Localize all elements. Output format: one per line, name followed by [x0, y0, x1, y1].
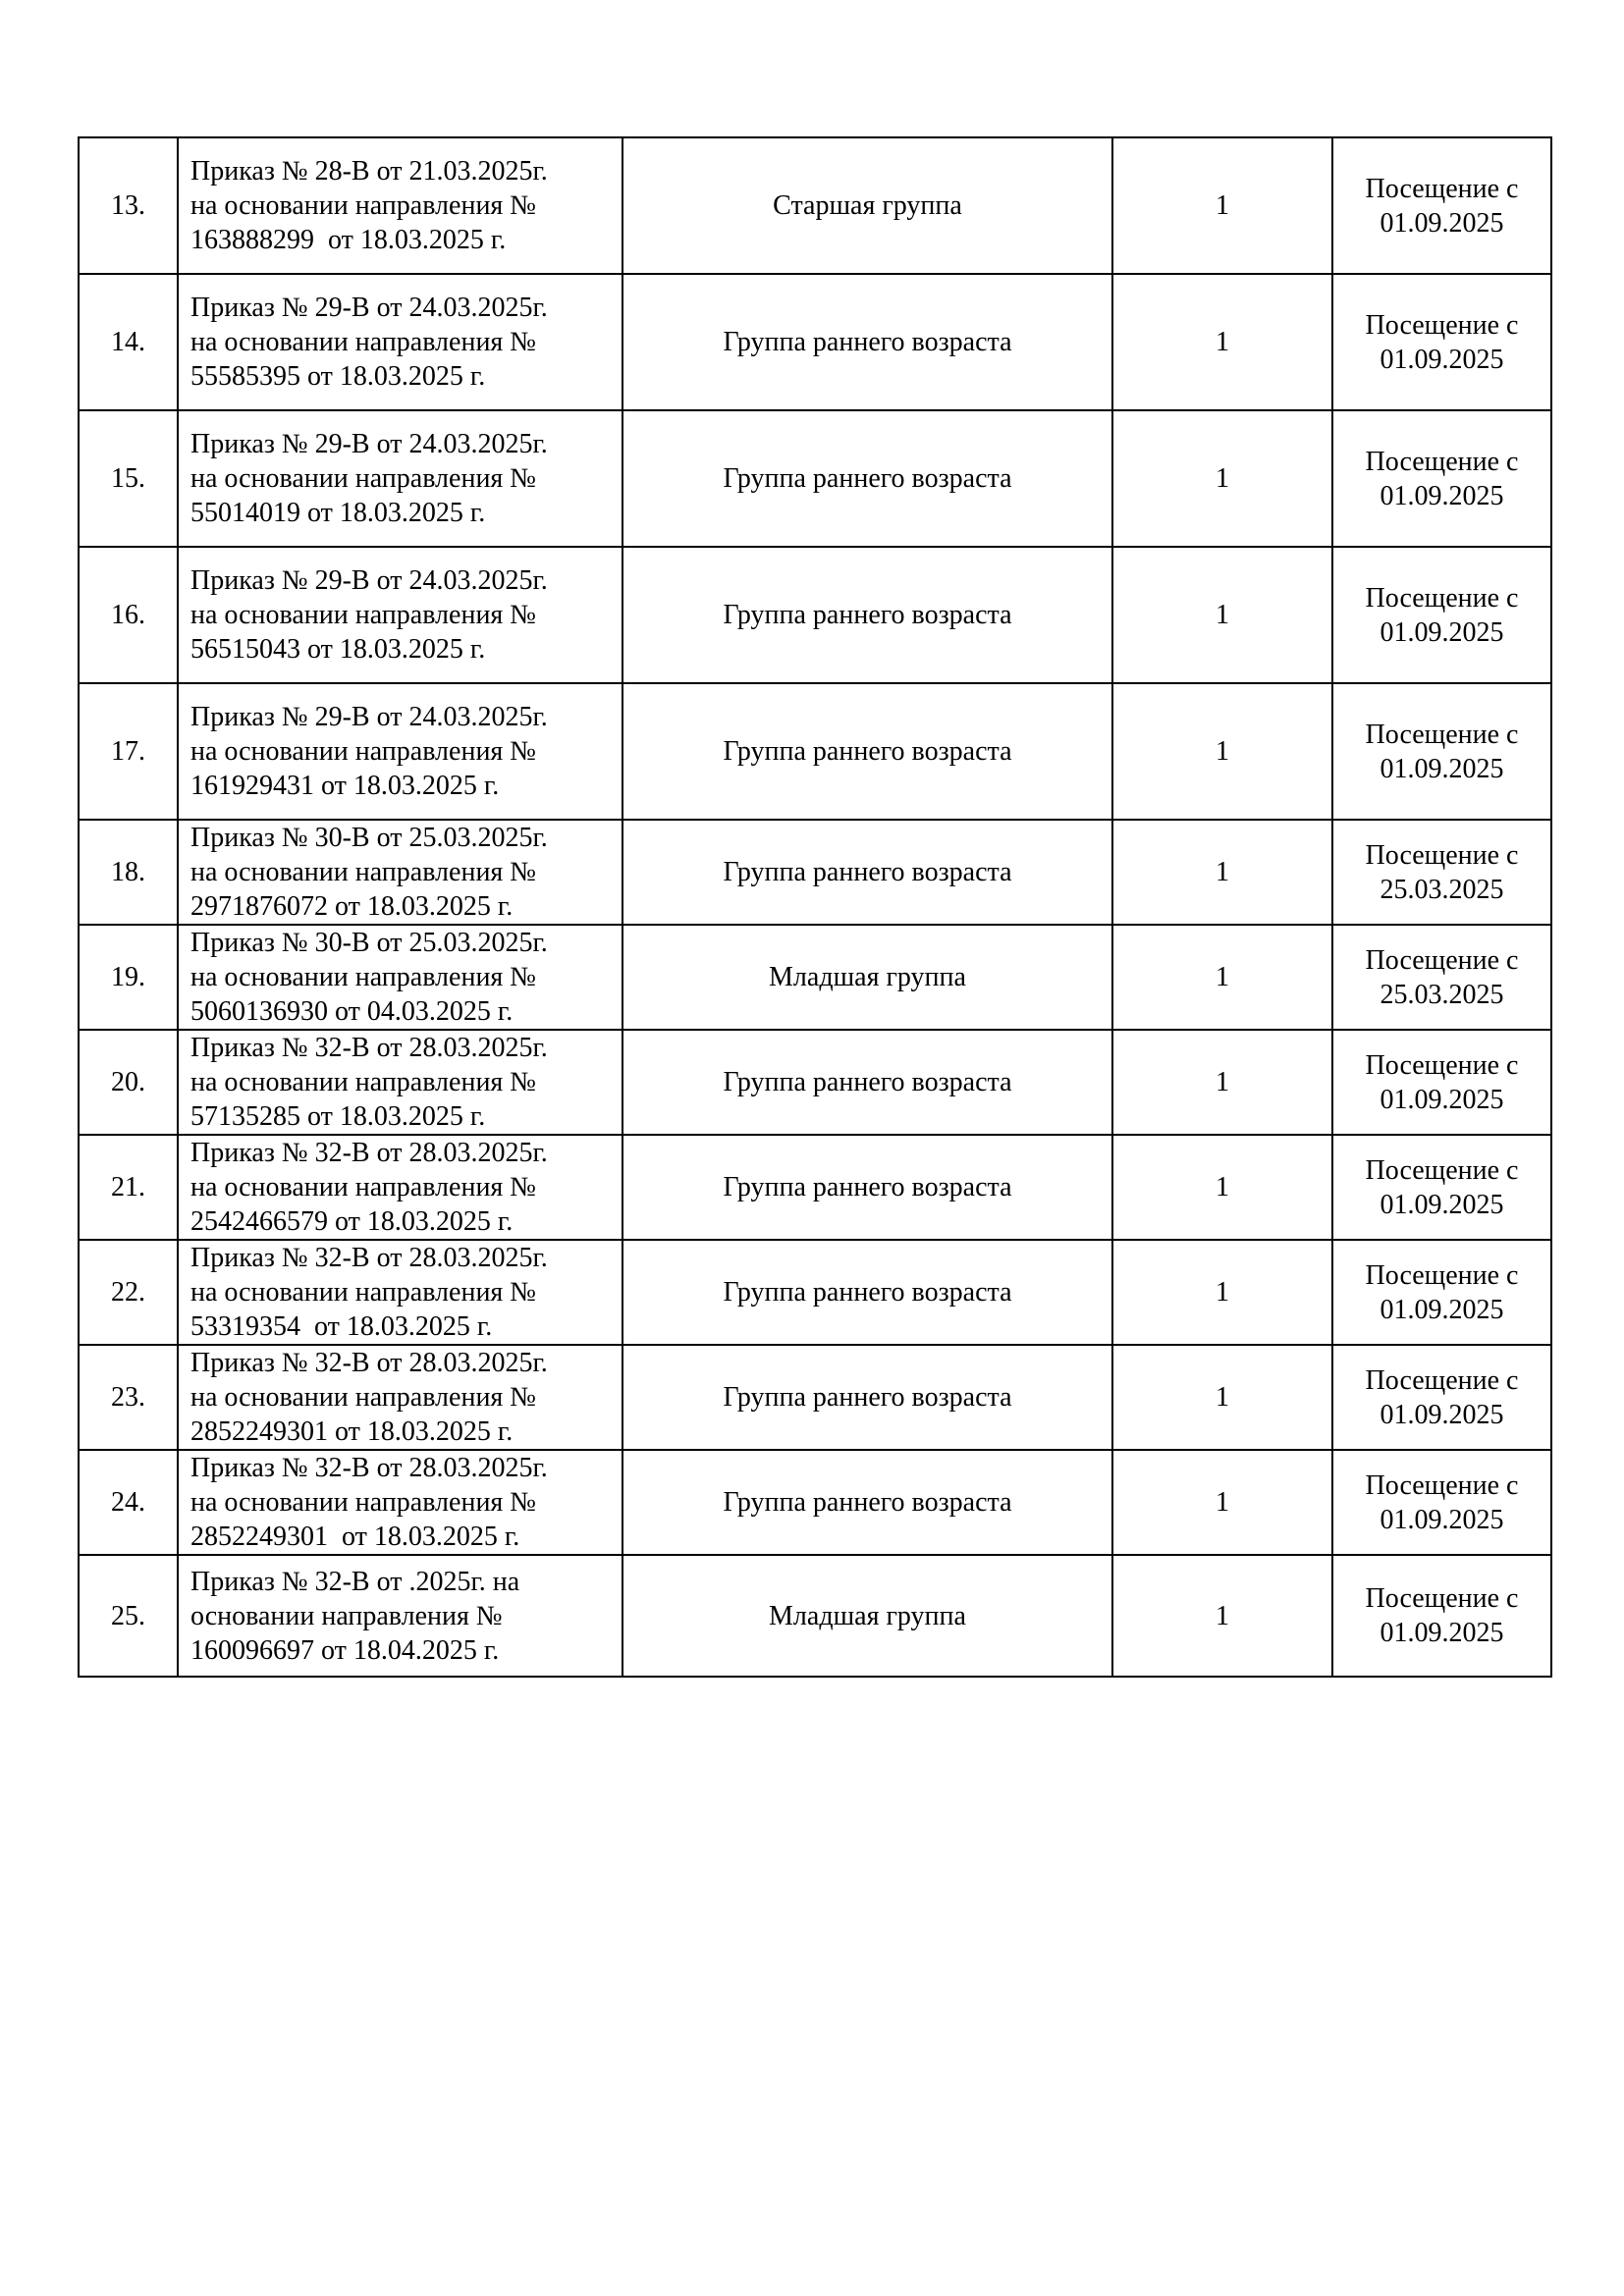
child-count-cell: 1 — [1112, 274, 1332, 410]
order-details-line: 53319354 от 18.03.2025 г. — [190, 1311, 493, 1342]
attendance-start-cell — [1332, 1135, 1551, 1240]
table-row — [79, 410, 1551, 547]
order-details-line: Приказ № 29-В от 24.03.2025г. — [190, 429, 548, 459]
attendance-start-line: 25.03.2025 — [1380, 979, 1504, 1010]
child-count-cell: 1 — [1112, 1030, 1332, 1135]
order-details-cell — [178, 820, 623, 925]
order-details-line: Приказ № 32-В от 28.03.2025г. — [190, 1348, 548, 1378]
group-name-cell: Старшая группа — [623, 137, 1112, 274]
group-name-cell: Группа раннего возраста — [623, 683, 1112, 820]
attendance-start-cell — [1332, 547, 1551, 683]
order-details-line: 2852249301 от 18.03.2025 г. — [190, 1416, 514, 1447]
order-details-line: Приказ № 29-В от 24.03.2025г. — [190, 702, 548, 732]
group-name-cell: Группа раннего возраста — [623, 547, 1112, 683]
row-number-cell: 23. — [79, 1345, 178, 1450]
attendance-start-line: 01.09.2025 — [1380, 207, 1504, 239]
row-number-cell: 14. — [79, 274, 178, 410]
order-details-line: 160096697 от 18.04.2025 г. — [190, 1634, 500, 1666]
row-number-cell: 16. — [79, 547, 178, 683]
attendance-start-cell — [1332, 1240, 1551, 1345]
attendance-start-line: Посещение с — [1365, 1364, 1519, 1396]
order-details-cell — [178, 1135, 623, 1240]
child-count-cell: 1 — [1112, 683, 1332, 820]
order-details-line: Приказ № 32-В от 28.03.2025г. — [190, 1453, 548, 1483]
attendance-start-line: Посещение с — [1365, 1154, 1519, 1186]
attendance-start-cell — [1332, 820, 1551, 925]
row-number-cell: 22. — [79, 1240, 178, 1345]
attendance-start-cell — [1332, 137, 1551, 274]
table-row — [79, 820, 1551, 925]
attendance-start-cell — [1332, 1345, 1551, 1450]
row-number-cell: 13. — [79, 137, 178, 274]
table-row — [79, 1555, 1551, 1677]
order-details-line: на основании направления № — [190, 463, 537, 494]
order-details-line: 5060136930 от 04.03.2025 г. — [190, 996, 514, 1027]
row-number-cell: 15. — [79, 410, 178, 547]
order-details-line: Приказ № 29-В от 24.03.2025г. — [190, 293, 548, 323]
attendance-start-line: 01.09.2025 — [1380, 344, 1504, 375]
child-count-cell: 1 — [1112, 410, 1332, 547]
group-name-cell: Группа раннего возраста — [623, 1450, 1112, 1555]
attendance-start-line: Посещение с — [1365, 1259, 1519, 1291]
table-row — [79, 1240, 1551, 1345]
attendance-start-line: 25.03.2025 — [1380, 874, 1504, 905]
attendance-start-cell — [1332, 925, 1551, 1030]
table-row — [79, 137, 1551, 274]
attendance-start-line: 01.09.2025 — [1380, 480, 1504, 511]
attendance-start-line: 01.09.2025 — [1380, 1504, 1504, 1535]
table-row — [79, 1135, 1551, 1240]
attendance-start-line: Посещение с — [1365, 1583, 1519, 1614]
order-details-line: на основании направления № — [190, 1067, 537, 1097]
order-details-cell — [178, 547, 623, 683]
attendance-start-line: 01.09.2025 — [1380, 1618, 1504, 1648]
order-details-line: на основании направления № — [190, 857, 537, 887]
group-name-cell: Группа раннего возраста — [623, 1240, 1112, 1345]
order-details-line: 2852249301 от 18.03.2025 г. — [190, 1522, 520, 1552]
attendance-start-line: Посещение с — [1365, 719, 1519, 750]
attendance-start-line: 01.09.2025 — [1380, 1189, 1504, 1220]
order-details-line: на основании направления № — [190, 1382, 537, 1413]
child-count-cell: 1 — [1112, 1345, 1332, 1450]
order-details-line: 2542466579 от 18.03.2025 г. — [190, 1206, 514, 1237]
table-row — [79, 1030, 1551, 1135]
order-details-cell — [178, 1555, 623, 1677]
order-details-line: Приказ № 32-В от .2025г. на — [190, 1566, 520, 1597]
group-name-cell: Группа раннего возраста — [623, 1345, 1112, 1450]
attendance-start-line: Посещение с — [1365, 446, 1519, 477]
row-number-cell: 17. — [79, 683, 178, 820]
group-name-cell: Группа раннего возраста — [623, 274, 1112, 410]
order-details-cell — [178, 1345, 623, 1450]
group-name-cell: Младшая группа — [623, 925, 1112, 1030]
row-number-cell: 20. — [79, 1030, 178, 1135]
attendance-start-line: Посещение с — [1365, 173, 1519, 204]
order-details-line: 57135285 от 18.03.2025 г. — [190, 1101, 486, 1132]
order-details-line: 163888299 от 18.03.2025 г. — [190, 225, 507, 255]
order-details-cell — [178, 274, 623, 410]
order-details-line: Приказ № 32-В от 28.03.2025г. — [190, 1138, 548, 1168]
row-number-cell: 19. — [79, 925, 178, 1030]
order-details-line: на основании направления № — [190, 190, 537, 221]
order-details-line: основании направления № — [190, 1600, 503, 1631]
table-row — [79, 547, 1551, 683]
order-details-cell — [178, 1030, 623, 1135]
order-details-cell — [178, 683, 623, 820]
attendance-start-cell — [1332, 683, 1551, 820]
row-number-cell: 25. — [79, 1555, 178, 1677]
order-details-line: Приказ № 29-В от 24.03.2025г. — [190, 565, 548, 596]
attendance-start-line: Посещение с — [1365, 944, 1519, 976]
child-count-cell: 1 — [1112, 820, 1332, 925]
order-details-line: 161929431 от 18.03.2025 г. — [190, 771, 500, 801]
attendance-start-line: 01.09.2025 — [1380, 1294, 1504, 1325]
row-number-cell: 21. — [79, 1135, 178, 1240]
group-name-cell: Группа раннего возраста — [623, 820, 1112, 925]
attendance-start-line: Посещение с — [1365, 582, 1519, 614]
order-details-line: 55585395 от 18.03.2025 г. — [190, 361, 486, 392]
child-count-cell: 1 — [1112, 925, 1332, 1030]
child-count-cell: 1 — [1112, 1555, 1332, 1677]
child-count-cell: 1 — [1112, 1240, 1332, 1345]
order-details-cell — [178, 925, 623, 1030]
order-details-line: 55014019 от 18.03.2025 г. — [190, 498, 486, 528]
order-details-cell — [178, 410, 623, 547]
order-details-line: на основании направления № — [190, 1487, 537, 1518]
order-details-line: 56515043 от 18.03.2025 г. — [190, 634, 486, 665]
attendance-start-line: 01.09.2025 — [1380, 753, 1504, 784]
attendance-start-line: Посещение с — [1365, 309, 1519, 341]
table-row — [79, 274, 1551, 410]
attendance-start-line: 01.09.2025 — [1380, 616, 1504, 648]
attendance-start-cell — [1332, 1555, 1551, 1677]
group-name-cell: Младшая группа — [623, 1555, 1112, 1677]
group-name-cell: Группа раннего возраста — [623, 1030, 1112, 1135]
row-number-cell: 24. — [79, 1450, 178, 1555]
order-details-line: на основании направления № — [190, 736, 537, 767]
child-count-cell: 1 — [1112, 1450, 1332, 1555]
order-details-cell — [178, 1240, 623, 1345]
order-details-line: на основании направления № — [190, 962, 537, 992]
table-body — [79, 137, 1551, 1677]
child-count-cell: 1 — [1112, 1135, 1332, 1240]
order-details-line: на основании направления № — [190, 1172, 537, 1202]
attendance-start-cell — [1332, 1450, 1551, 1555]
order-details-line: Приказ № 30-В от 25.03.2025г. — [190, 823, 548, 853]
order-details-line: на основании направления № — [190, 1277, 537, 1308]
child-count-cell: 1 — [1112, 137, 1332, 274]
order-details-line: на основании направления № — [190, 327, 537, 357]
table-row — [79, 1345, 1551, 1450]
attendance-start-line: Посещение с — [1365, 839, 1519, 871]
order-details-line: Приказ № 32-В от 28.03.2025г. — [190, 1033, 548, 1063]
table-row — [79, 683, 1551, 820]
table-row — [79, 1450, 1551, 1555]
attendance-start-line: Посещение с — [1365, 1469, 1519, 1501]
enrollment-orders-table — [78, 136, 1552, 1678]
group-name-cell: Группа раннего возраста — [623, 410, 1112, 547]
order-details-cell — [178, 1450, 623, 1555]
attendance-start-cell — [1332, 410, 1551, 547]
attendance-start-cell — [1332, 1030, 1551, 1135]
order-details-line: Приказ № 32-В от 28.03.2025г. — [190, 1243, 548, 1273]
child-count-cell: 1 — [1112, 547, 1332, 683]
order-details-line: на основании направления № — [190, 600, 537, 630]
row-number-cell: 18. — [79, 820, 178, 925]
order-details-line: 2971876072 от 18.03.2025 г. — [190, 891, 514, 922]
order-details-line: Приказ № 28-В от 21.03.2025г. — [190, 156, 548, 187]
group-name-cell: Группа раннего возраста — [623, 1135, 1112, 1240]
attendance-start-line: 01.09.2025 — [1380, 1084, 1504, 1115]
table-row — [79, 925, 1551, 1030]
order-details-line: Приказ № 30-В от 25.03.2025г. — [190, 928, 548, 958]
order-details-cell — [178, 137, 623, 274]
attendance-start-line: 01.09.2025 — [1380, 1399, 1504, 1430]
attendance-start-line: Посещение с — [1365, 1049, 1519, 1081]
attendance-start-cell — [1332, 274, 1551, 410]
